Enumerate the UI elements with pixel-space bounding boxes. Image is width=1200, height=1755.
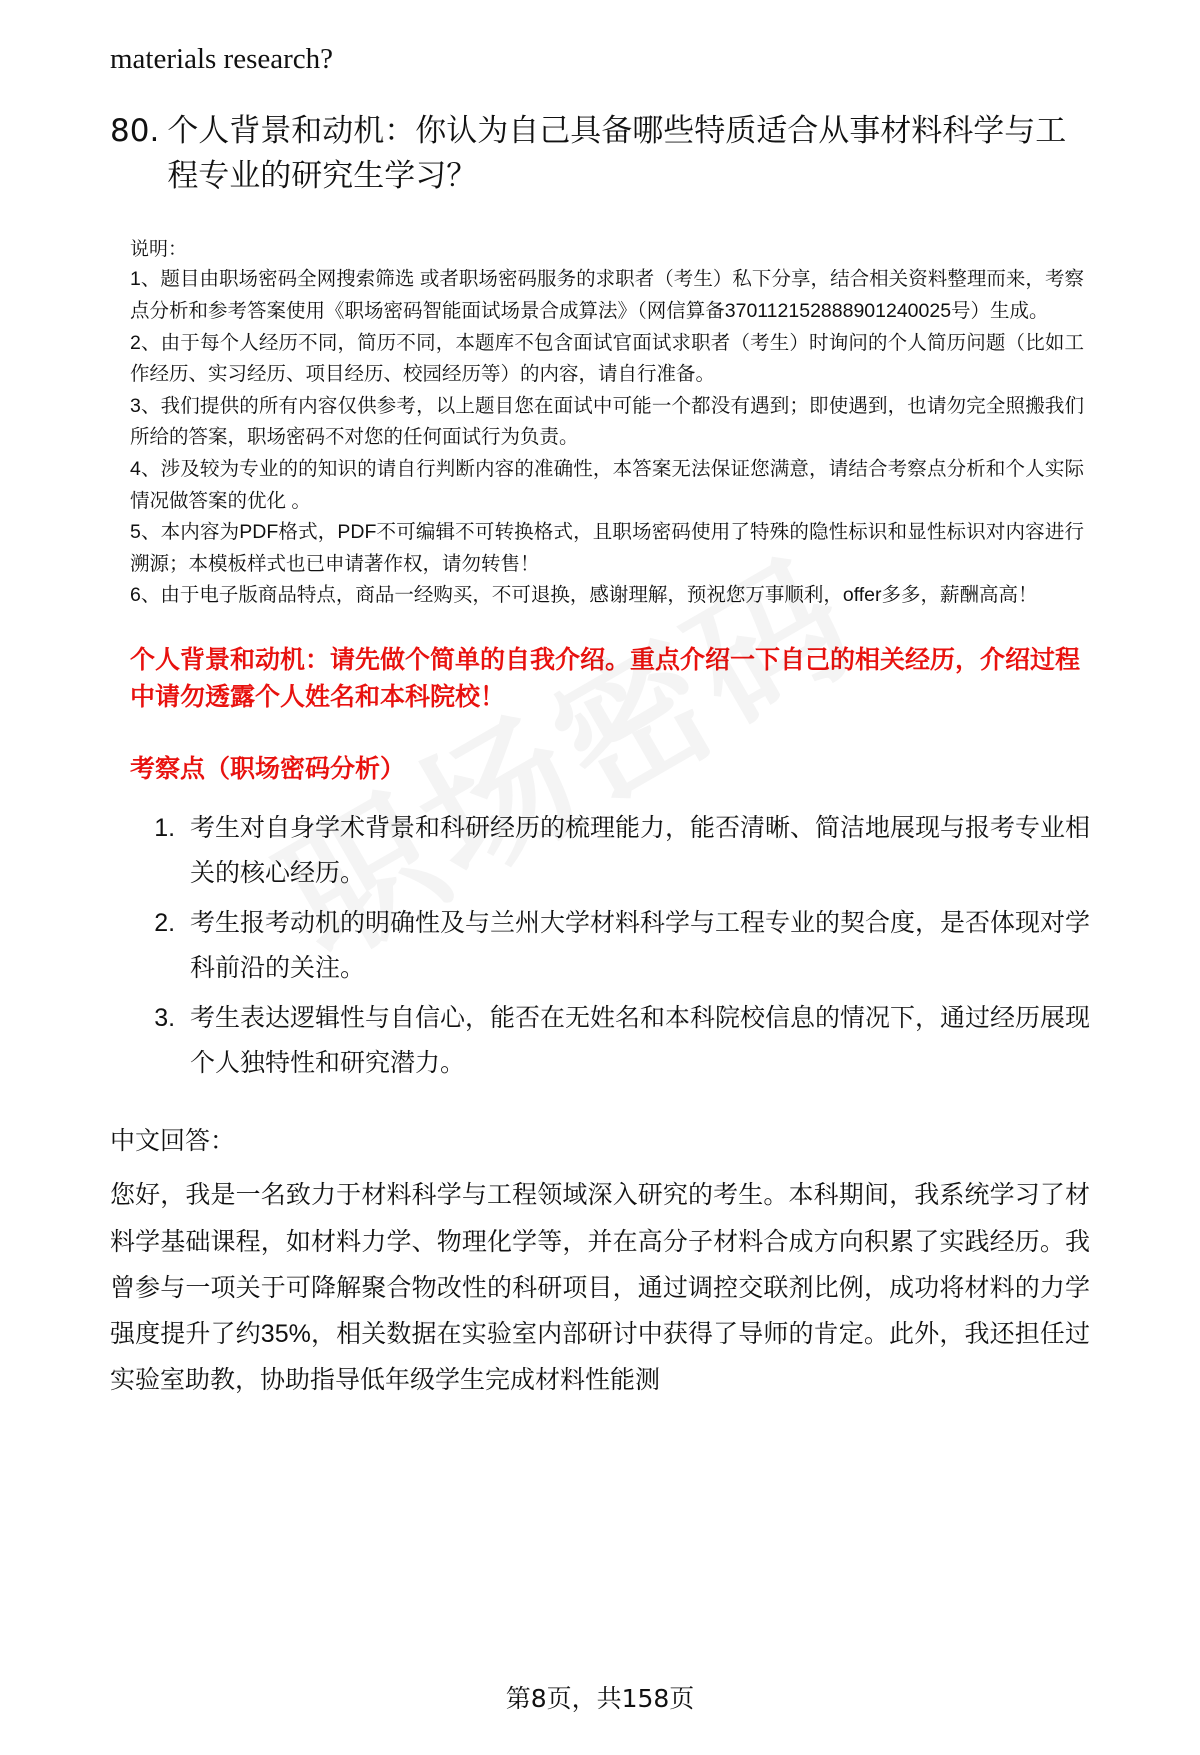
section-title-assessment-points: 考察点（职场密码分析） <box>130 754 406 783</box>
note-item: 2、由于每个人经历不同，简历不同，本题库不包含面试官面试求职者（考生）时询问的个人简历问题（比如工作经历、实习经历、项目经历、校园经历等）的内容，请自行准备。 <box>130 331 1084 386</box>
notes-title: 说明： <box>130 239 188 261</box>
assessment-points-list <box>130 806 1090 1085</box>
continued-text-line: materials research? <box>110 43 333 75</box>
notes-block <box>110 235 1090 612</box>
list-item: 3. 考生表达逻辑性与自信心，能否在无姓名和本科院校信息的情况下，通过经历展现个人独特性和研究潜力。 <box>182 996 1090 1085</box>
list-item: 1. 考生对自身学术背景和科研经历的梳理能力，能否清晰、简洁地展现与报考专业相关的核心经历。 <box>182 806 1090 895</box>
answer-body: 您好，我是一名致力于材料科学与工程领域深入研究的考生。本科期间，我系统学习了材料学基础课程，如材料力学、物理化学等，并在高分子材料合成方向积累了实践经历。我曾参与一项关于可降解聚合物改性的科研项目，通过调控交联剂比例，成功将材料的力学强度提升了约35%，相关数据在实验室内部研讨中获得了导师的肯定。此外，我还担任过实验室助教，协助指导低年级学生完成材料性能测 <box>110 1181 1090 1395</box>
question-text: 个人背景和动机：你认为自己具备哪些特质适合从事材料科学与工程专业的研究生学习？ <box>167 113 1067 195</box>
note-item: 5、本内容为PDF格式，PDF不可编辑不可转换格式，且职场密码使用了特殊的隐性标识和显性标识对内容进行溯源；本模板样式也已申请著作权，请勿转售！ <box>130 521 1084 575</box>
question-number: 80. <box>110 113 160 150</box>
question-heading <box>110 109 1090 199</box>
answer-label: 中文回答： <box>110 1127 236 1156</box>
highlighted-prompt: 个人背景和动机：请先做个简单的自我介绍。重点介绍一下自己的相关经历，介绍过程中请勿透露个人姓名和本科院校！ <box>130 645 1081 712</box>
page-footer: 第8页，共158页 <box>505 1684 695 1713</box>
list-item: 2. 考生报考动机的明确性及与兰州大学材料科学与工程专业的契合度，是否体现对学科前沿的关注。 <box>182 901 1090 990</box>
note-item: 1、题目由职场密码全网搜索筛选 或者职场密码服务的求职者（考生）私下分享，结合相关资料整理而来，考察点分析和参考答案使用《职场密码智能面试场景合成算法》（网信算备370112152888901240025号）生成。 <box>130 268 1084 323</box>
note-item: 4、涉及较为专业的的知识的请自行判断内容的准确性，本答案无法保证您满意，请结合考察点分析和个人实际情况做答案的优化 。 <box>130 457 1084 512</box>
note-item: 6、由于电子版商品特点，商品一经购买，不可退换，感谢理解，预祝您万事顺利，offer多多，薪酬高高！ <box>130 584 1038 607</box>
note-item: 3、我们提供的所有内容仅供参考，以上题目您在面试中可能一个都没有遇到；即使遇到，也请勿完全照搬我们所给的答案，职场密码不对您的任何面试行为负责。 <box>130 394 1084 449</box>
